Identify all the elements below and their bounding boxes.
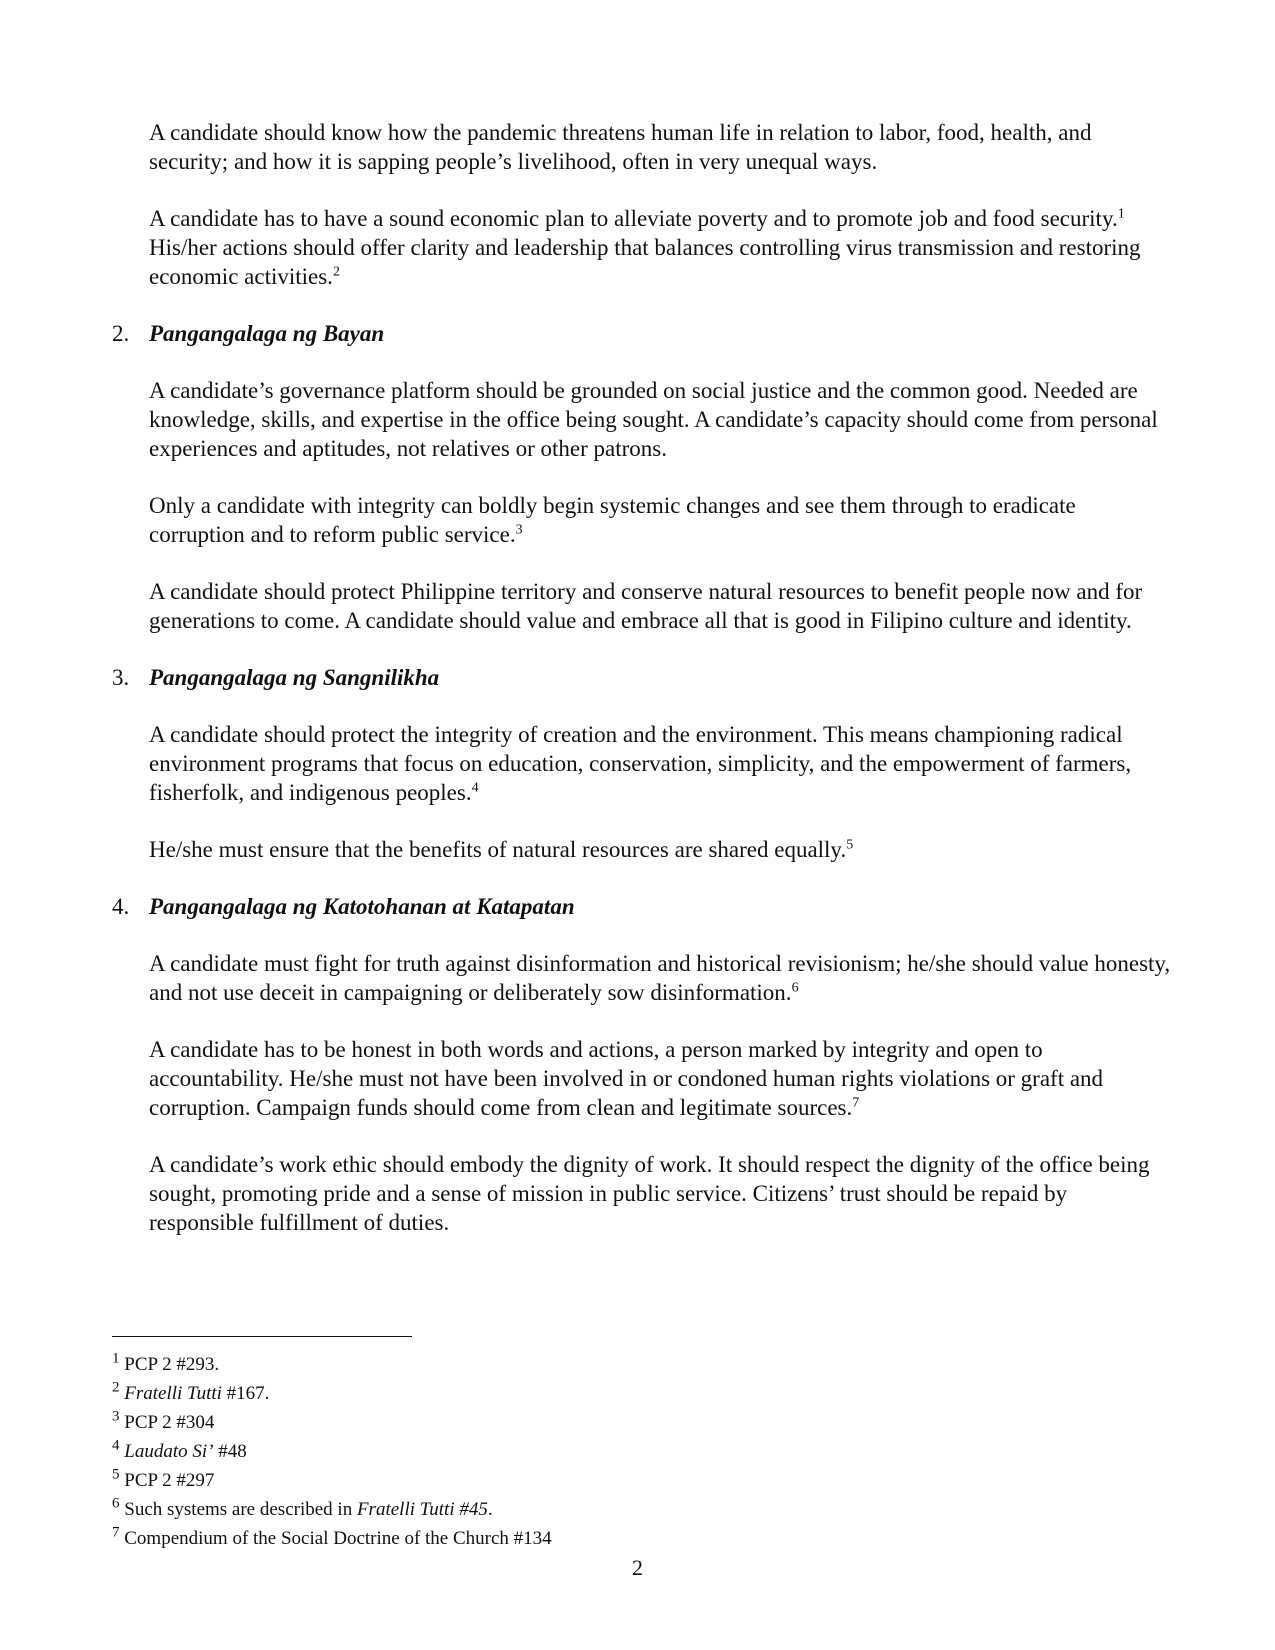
paragraph-benefits: He/she must ensure that the benefits of natural resources are shared equally.$^5$ xyxy=(149,837,854,862)
footnote-5: $^5$ PCP 2 #297 xyxy=(112,1466,215,1491)
paragraph-governance: A candidate’s governance platform should be grounded on social justice and the common good. Needed are knowledge, skills, and expertise in the office being sought. A candidate’s capacity should come from personal experiences and aptitudes, not relatives or other patrons. xyxy=(149,378,1158,461)
footnote-3: $^3$ PCP 2 #304 xyxy=(112,1408,215,1433)
footnote-4: $^4$ Laudato Si’ #48 xyxy=(112,1437,247,1462)
section-heading-bayan: 2. Pangangalaga ng Bayan xyxy=(112,321,385,346)
paragraph-truth: A candidate must fight for truth against disinformation and historical revisionism; he/she should value honesty, and not use deceit in campaigning or deliberately sow disinformation.$^6$ xyxy=(149,951,1171,1005)
page-number: 2 xyxy=(632,1555,643,1580)
paragraph-creation: A candidate should protect the integrity of creation and the environment. This means championing radical environment programs that focus on education, conservation, simplicity, and the empowerment of farmers, fisherfolk, and indigenous peoples.$^4$ xyxy=(149,722,1132,805)
paragraph-integrity: Only a candidate with integrity can boldly begin systemic changes and see them through to eradicate corruption and to reform public service.$^3$ xyxy=(149,493,1076,547)
body-text xyxy=(112,118,1172,1265)
paragraph-pandemic: A candidate should know how the pandemic threatens human life in relation to labor, food, health, and security; and how it is sapping people’s livelihood, often in very unequal ways. xyxy=(149,120,1092,174)
footnote-1: $^1$ PCP 2 #293. xyxy=(112,1350,220,1375)
footnote-ref-2[interactable]: 2 xyxy=(332,264,340,280)
paragraph-work-ethic: A candidate’s work ethic should embody the dignity of work. It should respect the dignity of the office being sought, promoting pride and a sense of mission in public service. Citizens’ trust should be repaid by responsible fulfillment of duties. xyxy=(149,1152,1150,1235)
footnote-ref-3[interactable]: 3 xyxy=(515,522,523,538)
footnote-2: $^2$ Fratelli Tutti #167. xyxy=(112,1379,270,1404)
footnote-6: $^6$ Such systems are described in Fratelli Tutti #45. xyxy=(112,1495,493,1520)
paragraph-territory: A candidate should protect Philippine territory and conserve natural resources to benefit people now and for generations to come. A candidate should value and embrace all that is good in Filipino culture and identity. xyxy=(149,579,1143,633)
footnotes xyxy=(112,1350,1012,1553)
footnote-ref-4[interactable]: 4 xyxy=(471,780,479,796)
section-heading-sangnilikha: 3. Pangangalaga ng Sangnilikha xyxy=(112,665,440,690)
footnote-ref-5[interactable]: 5 xyxy=(846,837,854,853)
paragraph-honesty: A candidate has to be honest in both words and actions, a person marked by integrity and open to accountability. He/she must not have been involved in or condoned human rights violations or graft and corruption. Campaign funds should come from clean and legitimate sources.$^7$ xyxy=(149,1037,1104,1120)
footnote-ref-7[interactable]: 7 xyxy=(852,1095,860,1111)
footnote-ref-6[interactable]: 6 xyxy=(791,980,799,996)
section-heading-katotohanan: 4. Pangangalaga ng Katotohanan at Katapatan xyxy=(112,894,575,919)
paragraph-economic-plan: A candidate has to have a sound economic plan to alleviate poverty and to promote job and food security.$^1$ His/her actions should offer clarity and leadership that balances controlling virus transmission and restoring economic activities.$^2$ xyxy=(149,206,1141,289)
footnote-divider xyxy=(112,1336,412,1337)
footnote-ref-1[interactable]: 1 xyxy=(1117,206,1125,222)
footnote-7: $^7$ Compendium of the Social Doctrine of the Church #134 xyxy=(112,1524,552,1549)
